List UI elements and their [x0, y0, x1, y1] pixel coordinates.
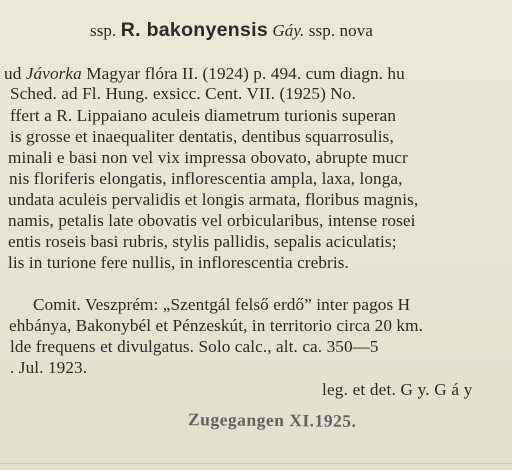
- body-line: ffert a R. Lippaiano aculeis diametrum turionis superan: [10, 106, 397, 125]
- taxon-name: R. bakonyensis: [120, 19, 269, 41]
- body-line: lis in turione fere nullis, in inflorescentia crebris.: [8, 253, 349, 272]
- locality-line: lde frequens et divulgatus. Solo calc., alt. ca. 350—5: [10, 337, 379, 356]
- body-line: namis, petalis late obovatis vel orbicularibus, intense rosei: [8, 211, 416, 230]
- date-line: . Jul. 1923.: [10, 358, 88, 377]
- body-line: is grosse et inaequaliter dentatis, dentibus squarrosulis,: [10, 127, 394, 146]
- collector-line: leg. et det. G y. G á y: [322, 380, 473, 399]
- title-suffix: ssp. nova: [308, 21, 373, 40]
- taxon-author: Gáy.: [272, 21, 305, 40]
- title-prefix: ssp.: [90, 21, 117, 40]
- body-line: minali e basi non vel vix impressa obovato, abrupte mucr: [8, 148, 408, 167]
- reference-line: ud Jávorka Magyar flóra II. (1924) p. 494. cum diagn. hu: [4, 64, 405, 83]
- body-line: Sched. ad Fl. Hung. exsicc. Cent. VII. (1925) No.: [10, 84, 356, 103]
- locality-line: Comit. Veszprém: „Szentgál felső erdő” inter pagos H: [33, 295, 411, 314]
- bottom-divider: [0, 463, 512, 464]
- body-line: undata aculeis pervalidis et longis armata, floribus magnis,: [8, 190, 419, 209]
- body-line: nis floriferis elongatis, inflorescentia ampla, laxa, longa,: [9, 169, 403, 188]
- locality-line: ehbánya, Bakonybél et Pénzeskút, in territorio circa 20 km.: [9, 316, 423, 335]
- received-stamp: Zugegangen XI.1925.: [187, 409, 357, 431]
- body-line: entis roseis basi rubris, stylis pallidis, sepalis aciculatis;: [8, 232, 397, 251]
- label-title: [90, 20, 373, 41]
